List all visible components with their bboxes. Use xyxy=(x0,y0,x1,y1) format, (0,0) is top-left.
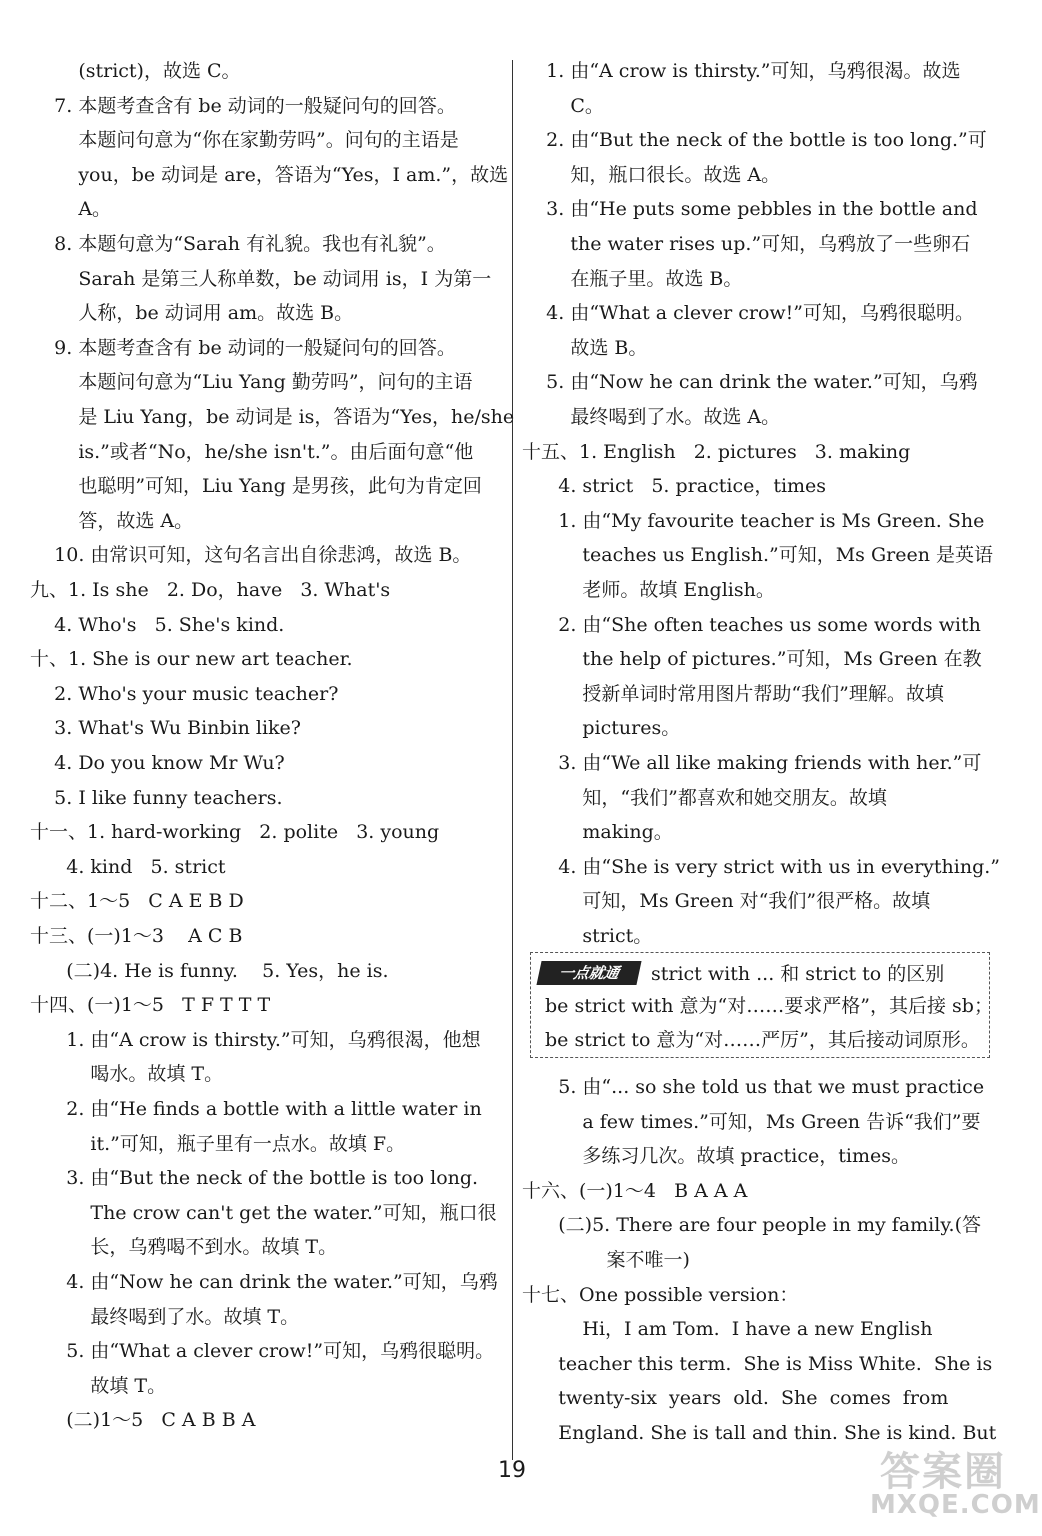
column-divider xyxy=(512,60,513,1460)
text-line: you，be 动词是 are，答语为“Yes，I am.”，故选 xyxy=(30,163,509,186)
text-line: is.”或者“No，he/she isn't.”。由后面句意“他 xyxy=(30,440,474,463)
text-line: England. She is tall and thin. She is kind. But xyxy=(522,1422,997,1444)
text-line: 2. 由“She often teaches us some words with xyxy=(522,613,981,636)
text-line: 5. 由“... so she told us that we must practice xyxy=(522,1076,985,1098)
tip-title: strict with ... 和 strict to 的区别 xyxy=(651,963,945,985)
page-number: 19 xyxy=(498,1458,526,1483)
text-line: 7. 本题考查含有 be 动词的一般疑问句的回答。 xyxy=(30,94,456,117)
text-line: 4. 由“Now he can drink the water.”可知，乌鸦 xyxy=(30,1271,498,1293)
text-line: 1. 由“A crow is thirsty.”可知，乌鸦很渴，他想 xyxy=(30,1028,481,1051)
text-line: 答，故选 A。 xyxy=(30,509,194,532)
text-line: 4. strict 5. practice，times xyxy=(522,475,827,498)
text-line: 3. 由“But the neck of the bottle is too long. xyxy=(30,1167,479,1190)
text-line: 知，瓶口很长。故选 A。 xyxy=(522,163,781,186)
text-line: making。 xyxy=(522,821,673,844)
text-line: 喝水。故填 T。 xyxy=(30,1063,224,1086)
text-line: 十一、1. hard-working 2. polite 3. young xyxy=(30,821,440,844)
text-line: 十、1. She is our new art teacher. xyxy=(30,648,353,671)
text-line: 4. Do you know Mr Wu? xyxy=(30,752,285,774)
tip-line: be strict with 意为“对……要求严格”，其后接 sb； xyxy=(545,995,993,1017)
text-line: 十四、(一)1～5 T F T T T xyxy=(30,994,271,1017)
text-line: The crow can't get the water.”可知，瓶口很 xyxy=(30,1201,497,1224)
text-line: 本题问句意为“你在家勤劳吗”。问句的主语是 xyxy=(30,129,459,152)
text-line: 8. 本题句意为“Sarah 有礼貌。我也有礼貌”。 xyxy=(30,233,446,255)
text-line: 在瓶子里。故选 B。 xyxy=(522,267,743,290)
text-line: 4. 由“What a clever crow!”可知，乌鸦很聪明。 xyxy=(522,302,975,325)
watermark-logo xyxy=(870,1440,1041,1528)
text-line: 5. I like funny teachers. xyxy=(30,786,283,809)
text-line: 9. 本题考查含有 be 动词的一般疑问句的回答。 xyxy=(30,336,456,359)
text-line: pictures。 xyxy=(522,717,681,740)
text-line: 人称，be 动词用 am。故选 B。 xyxy=(30,302,354,325)
text-line: strict。 xyxy=(522,925,653,947)
text-line: (二)5. There are four people in my family.(答 xyxy=(522,1214,981,1237)
text-line: 可知，Ms Green 对“我们”很严格。故填 xyxy=(522,890,931,913)
text-line: 也聪明”可知，Liu Yang 是男孩，此句为肯定回 xyxy=(30,475,482,498)
text-line: 故填 T。 xyxy=(30,1374,167,1397)
text-line: 5. 由“Now he can drink the water.”可知，乌鸦 xyxy=(522,371,978,394)
text-line: 3. 由“We all like making friends with her.”可 xyxy=(522,752,982,774)
tip-box xyxy=(530,952,993,1058)
text-line: the water rises up.”可知，乌鸦放了一些卵石 xyxy=(522,233,971,255)
text-line: (二)4. He is funny. 5. Yes，he is. xyxy=(30,959,389,982)
text-line: 2. 由“He finds a bottle with a little water in xyxy=(30,1098,482,1120)
text-line: the help of pictures.”可知，Ms Green 在教 xyxy=(522,648,982,671)
text-line: a few times.”可知，Ms Green 告诉“我们”要 xyxy=(522,1110,981,1133)
text-line: it.”可知，瓶子里有一点水。故填 F。 xyxy=(30,1132,406,1155)
text-line: 十五、1. English 2. pictures 3. making xyxy=(522,440,911,463)
text-line: 10. 由常识可知，这句名言出自徐悲鸿，故选 B。 xyxy=(30,544,472,567)
text-line: 1. 由“A crow is thirsty.”可知，乌鸦很渴。故选 xyxy=(522,60,961,82)
text-line: 十七、One possible version： xyxy=(522,1283,799,1306)
text-line: A。 xyxy=(30,198,112,221)
text-line: 本题问句意为“Liu Yang 勤劳吗”，问句的主语 xyxy=(30,371,473,394)
text-line: 最终喝到了水。故选 A。 xyxy=(522,406,781,428)
text-line: 九、1. Is she 2. Do，have 3. What's xyxy=(30,579,391,601)
text-line: teaches us English.”可知，Ms Green 是英语 xyxy=(522,544,993,567)
text-line: 长，乌鸦喝不到水。故填 T。 xyxy=(30,1236,338,1259)
text-line: 是 Liu Yang，be 动词是 is，答语为“Yes，he/she xyxy=(30,406,515,428)
text-line: 4. 由“She is very strict with us in everything.” xyxy=(522,855,1000,878)
text-line: 2. Who's your music teacher? xyxy=(30,682,339,705)
tip-tag: 一点就通 xyxy=(536,961,641,985)
text-line: 故选 B。 xyxy=(522,336,648,359)
text-line: 十二、1～5 C A E B D xyxy=(30,890,244,913)
text-line: 4. kind 5. strict xyxy=(30,855,226,878)
text-line: 2. 由“But the neck of the bottle is too long.”可 xyxy=(522,129,987,152)
tip-line: be strict to 意为“对……严厉”，其后接动词原形。 xyxy=(545,1029,980,1051)
text-line: 5. 由“What a clever crow!”可知，乌鸦很聪明。 xyxy=(30,1340,495,1363)
text-line: 3. 由“He puts some pebbles in the bottle and xyxy=(522,198,978,221)
text-line: 3. What's Wu Binbin like? xyxy=(30,717,301,740)
text-line: Sarah 是第三人称单数，be 动词用 is，I 为第一 xyxy=(30,267,492,290)
text-line: 最终喝到了水。故填 T。 xyxy=(30,1305,300,1328)
text-line: 4. Who's 5. She's kind. xyxy=(30,613,285,636)
text-line: 1. 由“My favourite teacher is Ms Green. She xyxy=(522,509,985,532)
text-line: 多练习几次。故填 practice，times。 xyxy=(522,1145,910,1168)
text-line: 知，“我们”都喜欢和她交朋友。故填 xyxy=(522,786,887,809)
text-line: 授新单词时常用图片帮助“我们”理解。故填 xyxy=(522,682,944,705)
text-line: 十六、(一)1～4 B A A A xyxy=(522,1179,748,1202)
text-line: C。 xyxy=(522,94,604,117)
text-line: Hi，I am Tom. I have a new English xyxy=(522,1318,933,1341)
watermark-text: 答案圈 xyxy=(880,1449,1006,1495)
text-line: 老师。故填 English。 xyxy=(522,579,775,601)
text-line: (二)1～5 C A B B A xyxy=(30,1409,256,1432)
text-line: 十三、(一)1～3 A C B xyxy=(30,925,243,947)
text-line: 案不唯一) xyxy=(522,1249,690,1271)
watermark-url: MXQE.COM xyxy=(870,1490,1041,1520)
text-line: teacher this term. She is Miss White. She is xyxy=(522,1352,993,1375)
text-line: twenty-six years old. She comes from xyxy=(522,1387,949,1410)
text-line: (strict)，故选 C。 xyxy=(30,60,241,82)
